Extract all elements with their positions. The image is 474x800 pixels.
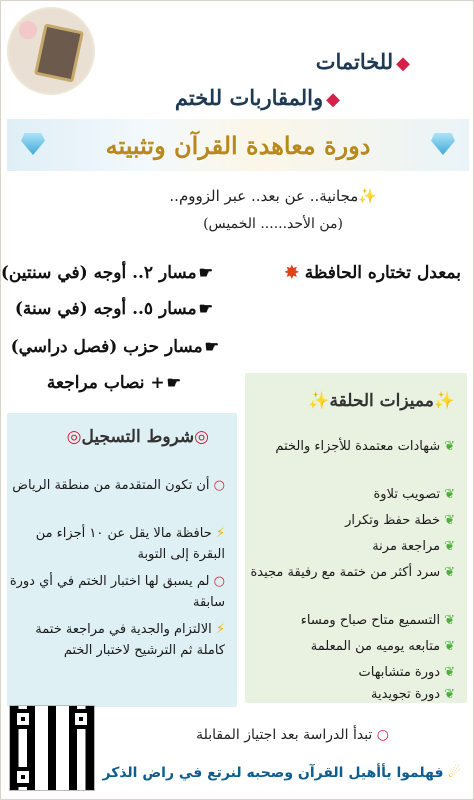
sparkle-icon: ✨ [433, 391, 455, 411]
feature-item: ❦سرد أكثر من ختمة مع رفيقة مجيدة [250, 565, 455, 580]
start-note: ○ تبدأ الدراسة بعد اجتياز المقابلة [196, 727, 389, 743]
sprout-icon: ❦ [444, 513, 455, 528]
lightning-icon: ⚡ [211, 622, 225, 637]
track-item: ☛مسار حزب (فصل دراسي) [10, 337, 219, 357]
pointing-hand-icon: ☛ [198, 299, 213, 318]
feature-item: ❦شهادات معتمدة للأجزاء والختم [275, 439, 455, 454]
conditions-title: ◎شروط التسجيل◎ [66, 427, 209, 447]
conditions-panel [7, 413, 237, 707]
days-line: (من الأحد...... الخميس) [203, 216, 343, 232]
feature-item: ❦خطة حفظ وتكرار [345, 513, 455, 528]
course-banner [7, 119, 469, 171]
feature-item: ❦متابعه يوميه من المعلمة [310, 639, 455, 654]
sprout-icon: ❦ [444, 639, 455, 654]
pointing-hand-icon: ☛ [166, 373, 181, 392]
slogan: ☄ فهلموا يأأهيل القرآن وصحبه لنرتع في راض الذكر [102, 765, 461, 781]
feature-item: ❦دورة متشابهات [358, 665, 455, 680]
tracks-intro: بمعدل تختاره الحافظة ✸ [284, 263, 461, 283]
circle-icon: ○ [209, 478, 225, 493]
quran-book-image [34, 23, 84, 82]
condition-item: ○ لم يسبق لها اختبار الختم في أي دورة سابقة [9, 574, 225, 610]
qr-finder [13, 709, 33, 729]
explosion-icon: ✸ [284, 263, 305, 283]
features-title: ✨مميزات الحلقة✨ [308, 391, 455, 411]
qr-code[interactable] [9, 705, 95, 791]
sprout-icon: ❦ [444, 665, 455, 680]
sprout-icon: ❦ [444, 565, 455, 580]
feature-item: ❦تصويب تلاوة [373, 487, 455, 502]
feature-item: ❦مراجعة مرنة [372, 539, 455, 554]
condition-item: ⚡ حافظة مالا يقل عن ١٠ أجزاء من البقرة إلى التوبة [35, 526, 225, 562]
sprout-icon: ❦ [444, 539, 455, 554]
pointing-hand-icon: ☛ [204, 337, 219, 356]
track-item: ☛مسار ٥.. أوجه (في سنة) [14, 299, 213, 319]
sparkle-icon: ✨ [308, 391, 330, 411]
comet-icon: ☄ [443, 765, 461, 781]
sprout-icon: ❦ [444, 687, 455, 702]
sparkle-icon: ✨ [358, 187, 377, 205]
sprout-icon: ❦ [444, 613, 455, 628]
header-line-1: ◆للخاتمات [315, 49, 410, 74]
target-icon: ◎ [194, 427, 209, 447]
target-icon: ◎ [66, 427, 82, 447]
feature-item: ❦التسميع متاح صباح ومساء [300, 613, 455, 628]
tag-icon: ◆ [326, 89, 340, 110]
condition-item: ⚡ الالتزام والجدية في مراجعة ختمة كاملة ثم الترشيح لاختبار الختم [35, 622, 225, 658]
features-panel [245, 373, 467, 703]
lightning-icon: ⚡ [211, 526, 225, 541]
tag-icon: ◆ [396, 53, 410, 74]
qr-finder [13, 767, 33, 787]
pointing-hand-icon: ☛ [198, 263, 213, 282]
circle-icon: ○ [372, 727, 389, 743]
track-item: ☛مسار ٢.. أوجه (في سنتين) [0, 263, 213, 283]
sprout-icon: ❦ [444, 487, 455, 502]
sprout-icon: ❦ [444, 439, 455, 454]
course-title: دورة معاهدة القرآن وتثبيته [105, 130, 371, 160]
qr-finder [71, 709, 91, 729]
info-line: ✨مجانية.. عن بعد.. عبر الزووم.. [169, 187, 377, 205]
header-line-2: ◆والمقاربات للختم [174, 85, 340, 110]
diamond-icon [21, 133, 45, 155]
circle-icon: ○ [209, 574, 225, 589]
flower-image [19, 21, 37, 39]
condition-item: ○ أن تكون المتقدمة من منطقة الرياض [12, 478, 225, 493]
diamond-icon [431, 133, 455, 155]
track-extra: ☛+ نصاب مراجعة [46, 373, 181, 393]
quran-photo [7, 7, 95, 95]
feature-item: ❦دورة تجويدية [371, 687, 455, 702]
